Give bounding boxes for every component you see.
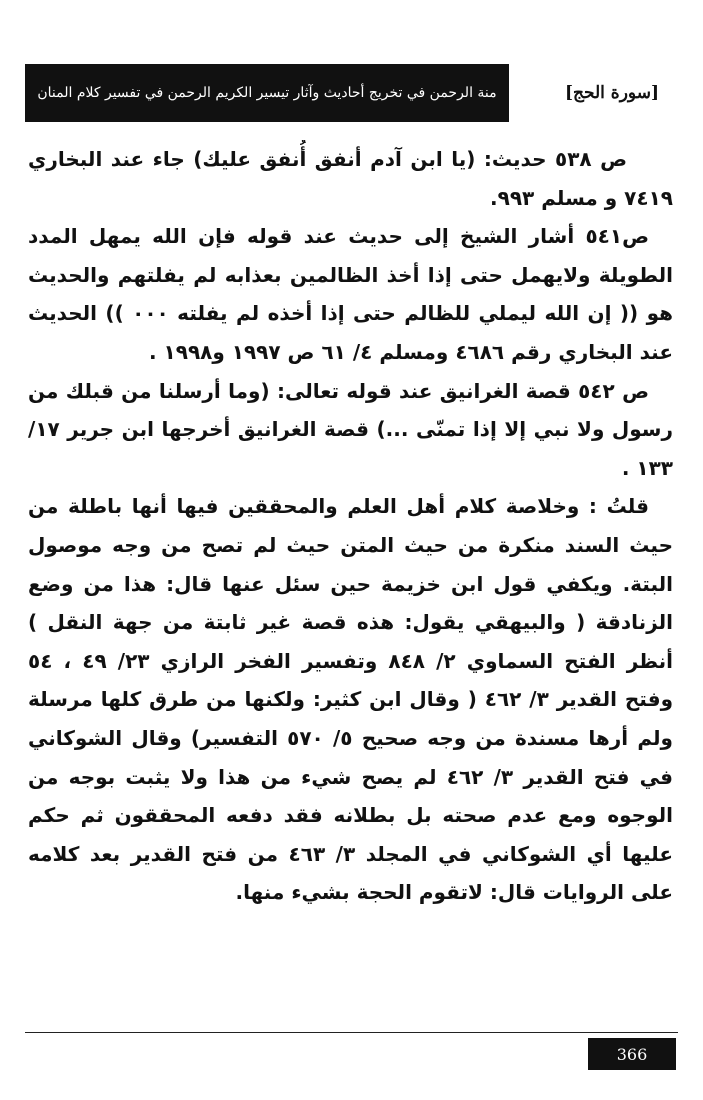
page-body	[28, 140, 673, 1030]
paragraph-4: قلتُ : وخلاصة كلام أهل العلم والمحققين فيها أنها باطلة من حيث السند منكرة من حيث المتن حيث لم تصح من وجه موصول البتة. ويكفي قول ابن خزيمة حين سئل عنها قال: هذا من وضع الزنادقة ( والبيهقي يقول: هذه قصة غير ثابتة من جهة النقل ) أنظر الفتح السماوي ٢/ ٨٤٨ وتفسير الفخر الرازي ٢٣/ ٤٩ ، ٥٤ وفتح القدير ٣/ ٤٦٢ ( وقال ابن كثير: ولكنها من طرق كلها مرسلة ولم أرها مسندة من وجه صحيح ٥/ ٥٧٠ التفسير) وقال الشوكاني في فتح القدير ٣/ ٤٦٢ لم يصح شيء من هذا ولا يثبت بوجه من الوجوه ومع عدم صحته بل بطلانه فقد دفعه المحققون ثم حكم عليها أي الشوكاني في المجلد ٣/ ٤٦٣ من فتح القدير بعد كلامه على الروايات قال: لاتقوم الحجة بشيء منها.	[28, 494, 673, 905]
paragraph-2: ص٥٤١ أشار الشيخ إلى حديث عند قوله فإن الله يمهل المدد الطويلة ولايهمل حتى إذا أخذ الظالمين بعذابه لم يفلتهم والحديث هو (( إن الله ليملي للظالم حتى إذا أخذه لم يفلته ٠٠٠ )) الحديث عند البخاري رقم ٤٦٨٦ ومسلم ٤/ ٦١ ص ١٩٩٧ و١٩٩٨ .	[28, 224, 673, 364]
paragraph-3: ص ٥٤٢ قصة الغرانيق عند قوله تعالى: (وما أرسلنا من قبلك من رسول ولا نبي إلا إذا تمنّى ...) قصة الغرانيق أخرجها ابن جرير ١٧/ ١٣٣ .	[28, 378, 673, 480]
book-title: منة الرحمن في تخريج أحاديث وآثار تيسير الكريم الرحمن في تفسير كلام المنان	[37, 85, 497, 101]
book-title-bar	[25, 64, 509, 122]
surah-label: [سورة الحج]	[565, 83, 659, 103]
footer-divider	[25, 1032, 678, 1033]
paragraph-1: ص ٥٣٨ حديث: (يا ابن آدم أنفق أُنفق عليك) جاء عند البخاري ٧٤١٩ و مسلم ٩٩٣.	[28, 147, 673, 210]
page-number: 366	[588, 1038, 676, 1070]
running-header	[25, 64, 677, 122]
